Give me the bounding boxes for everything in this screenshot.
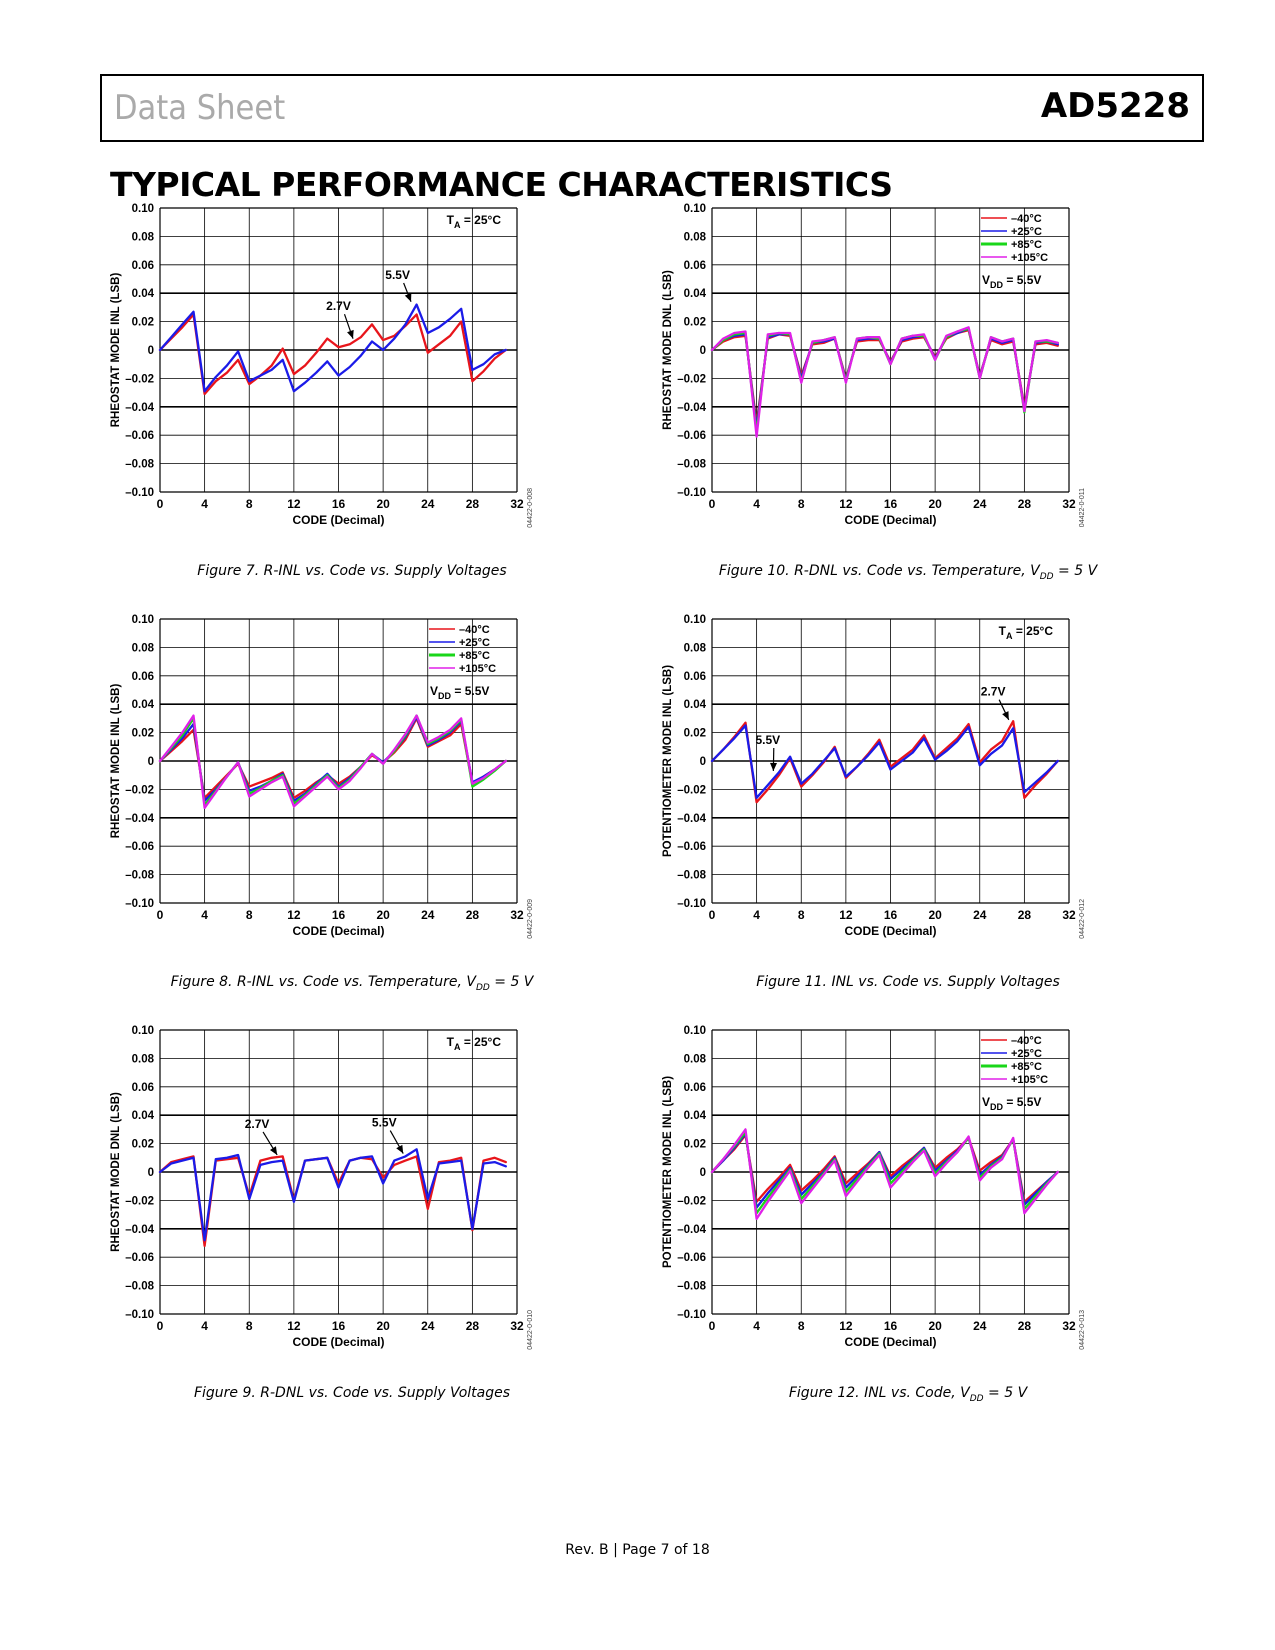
x-tick-label: 16 — [883, 497, 898, 511]
y-tick-label: 0 — [147, 1167, 154, 1179]
y-tick-label: –0.08 — [125, 458, 154, 471]
header-part-number: AD5228 — [1040, 86, 1190, 126]
annotation-label: 2.7V — [326, 299, 351, 314]
x-tick-label: 0 — [156, 908, 164, 922]
y-tick-label: –0.04 — [677, 1223, 706, 1236]
caption-fig10-post: = 5 V — [1053, 563, 1098, 579]
y-tick-label: –0.08 — [677, 458, 706, 471]
x-tick-label: 8 — [245, 1319, 253, 1333]
caption-fig12-sub: DD — [969, 1393, 984, 1404]
legend-label: +105°C — [459, 663, 497, 675]
caption-fig12-text: Figure 12. INL vs. Code, V — [788, 1385, 970, 1401]
y-tick-label: 0.04 — [683, 699, 706, 712]
x-tick-label: 12 — [287, 497, 301, 511]
y-axis-label: RHEOSTAT MODE DNL (LSB) — [662, 270, 674, 430]
x-tick-label: 32 — [1062, 1319, 1076, 1333]
legend-label: +105°C — [1011, 1074, 1049, 1086]
series-line-magenta — [712, 1129, 1058, 1219]
chart-svg-fig10 — [657, 200, 1217, 545]
chart-svg-fig11 — [657, 611, 1217, 956]
x-tick-label: 12 — [839, 908, 853, 922]
page-footer: Rev. B | Page 7 of 18 — [565, 1542, 710, 1558]
y-tick-label: –0.04 — [677, 401, 706, 414]
y-tick-label: –0.02 — [125, 373, 154, 386]
y-tick-label: 0 — [147, 345, 154, 357]
x-tick-label: 12 — [839, 497, 853, 511]
legend-label: +25°C — [459, 637, 491, 649]
x-tick-label: 20 — [928, 497, 942, 511]
caption-fig8-sub: DD — [475, 982, 490, 993]
x-tick-label: 24 — [973, 497, 987, 511]
y-axis-label: RHEOSTAT MODE INL (LSB) — [110, 272, 122, 428]
series-line-blue — [160, 717, 506, 801]
caption-fig10 — [628, 563, 1188, 582]
y-tick-label: 0.06 — [131, 259, 154, 272]
y-tick-label: 0.06 — [131, 1081, 154, 1094]
y-tick-label: 0.04 — [131, 288, 154, 301]
x-tick-label: 4 — [201, 908, 208, 922]
x-tick-label: 16 — [331, 1319, 346, 1333]
caption-fig8-text: Figure 8. R-INL vs. Code vs. Temperature, V — [170, 974, 476, 990]
annotation-arrowhead — [347, 330, 354, 339]
x-tick-label: 4 — [753, 1319, 760, 1333]
x-tick-label: 32 — [510, 1319, 524, 1333]
x-tick-label: 8 — [245, 497, 253, 511]
x-tick-label: 12 — [287, 1319, 301, 1333]
caption-fig12-post: = 5 V — [983, 1385, 1028, 1401]
y-tick-label: 0.02 — [131, 727, 154, 740]
x-tick-label: 4 — [753, 908, 760, 922]
annotation-arrowhead — [270, 1146, 277, 1155]
x-tick-label: 28 — [1017, 1319, 1032, 1333]
chart-fig9 — [105, 1022, 665, 1367]
caption-fig11-text: Figure 11. INL vs. Code vs. Supply Voltages — [756, 974, 1060, 990]
figure-code: 04422-0-009 — [527, 899, 534, 939]
legend-note: $V_{DD} = 5.5V$ — [430, 684, 490, 701]
y-tick-label: –0.10 — [677, 898, 706, 910]
y-tick-label: –0.06 — [677, 1252, 706, 1265]
x-tick-label: 24 — [973, 908, 987, 922]
x-tick-label: 16 — [331, 908, 346, 922]
y-axis-label: RHEOSTAT MODE DNL (LSB) — [110, 1092, 122, 1252]
annotation-arrowhead — [405, 293, 412, 302]
x-tick-label: 0 — [156, 1319, 164, 1333]
x-tick-label: 28 — [465, 497, 480, 511]
chart-note: $T_A = 25^\circ C$ — [446, 1035, 501, 1052]
y-tick-label: 0 — [699, 345, 706, 357]
y-tick-label: 0.06 — [131, 670, 154, 683]
legend-note: $V_{DD} = 5.5V$ — [982, 273, 1042, 290]
chart-fig10 — [657, 200, 1217, 545]
header-doc-type: Data Sheet — [114, 88, 286, 128]
y-tick-label: –0.04 — [677, 812, 706, 825]
y-tick-label: –0.02 — [677, 784, 706, 797]
x-tick-label: 4 — [753, 497, 760, 511]
y-tick-label: 0.10 — [683, 203, 706, 215]
x-axis-label: CODE (Decimal) — [844, 1335, 937, 1349]
y-axis-label: RHEOSTAT MODE INL (LSB) — [110, 683, 122, 839]
y-tick-label: 0.08 — [683, 231, 706, 244]
x-tick-label: 24 — [421, 497, 435, 511]
chart-svg-fig8 — [105, 611, 665, 956]
y-tick-label: 0.10 — [131, 614, 154, 626]
x-tick-label: 32 — [510, 497, 524, 511]
x-tick-label: 32 — [1062, 908, 1076, 922]
y-tick-label: –0.02 — [677, 373, 706, 386]
figure-code: 04422-0-012 — [1079, 899, 1086, 939]
y-tick-label: 0.04 — [683, 288, 706, 301]
y-tick-label: 0.02 — [131, 316, 154, 329]
x-tick-label: 28 — [1017, 908, 1032, 922]
y-tick-label: 0.02 — [683, 727, 706, 740]
x-tick-label: 24 — [973, 1319, 987, 1333]
legend-label: –40°C — [1011, 1035, 1042, 1047]
y-tick-label: –0.10 — [125, 898, 154, 910]
y-tick-label: –0.02 — [125, 1195, 154, 1208]
y-tick-label: 0.02 — [131, 1138, 154, 1151]
y-tick-label: 0.06 — [683, 1081, 706, 1094]
y-tick-label: –0.06 — [677, 430, 706, 443]
y-tick-label: –0.06 — [125, 841, 154, 854]
x-tick-label: 32 — [510, 908, 524, 922]
y-tick-label: 0.04 — [131, 699, 154, 712]
legend-label: +105°C — [1011, 252, 1049, 264]
caption-fig11 — [628, 974, 1188, 990]
legend-label: +85°C — [1011, 239, 1043, 251]
x-tick-label: 32 — [1062, 497, 1076, 511]
caption-fig10-text: Figure 10. R-DNL vs. Code vs. Temperature, V — [718, 563, 1040, 579]
legend-label: +85°C — [1011, 1061, 1043, 1073]
x-tick-label: 28 — [1017, 497, 1032, 511]
figure-code: 04422-0-008 — [527, 488, 534, 528]
x-tick-label: 28 — [465, 908, 480, 922]
y-tick-label: 0.08 — [683, 642, 706, 655]
annotation-label: 5.5V — [755, 732, 781, 747]
page-header — [100, 74, 1204, 142]
y-tick-label: 0.10 — [131, 1025, 154, 1037]
y-tick-label: –0.04 — [125, 812, 154, 825]
chart-svg-fig12 — [657, 1022, 1217, 1367]
annotation-label: 5.5V — [371, 1115, 397, 1130]
figure-code: 04422-0-011 — [1079, 488, 1086, 528]
chart-fig7 — [105, 200, 665, 545]
chart-note: $T_A = 25^\circ C$ — [446, 213, 501, 230]
y-tick-label: 0.08 — [683, 1053, 706, 1066]
y-tick-label: 0.06 — [683, 259, 706, 272]
annotation-label: 2.7V — [980, 684, 1006, 699]
y-tick-label: 0.10 — [683, 614, 706, 626]
y-tick-label: 0.02 — [683, 316, 706, 329]
x-axis-label: CODE (Decimal) — [844, 924, 937, 938]
legend-label: +25°C — [1011, 226, 1043, 238]
y-tick-label: 0.08 — [131, 1053, 154, 1066]
x-tick-label: 20 — [376, 497, 390, 511]
y-tick-label: 0.08 — [131, 231, 154, 244]
x-tick-label: 16 — [331, 497, 346, 511]
y-tick-label: –0.10 — [677, 1309, 706, 1321]
x-tick-label: 0 — [156, 497, 164, 511]
y-tick-label: 0 — [699, 756, 706, 768]
y-tick-label: –0.06 — [125, 430, 154, 443]
series-line-red — [160, 718, 506, 798]
y-tick-label: –0.08 — [125, 869, 154, 882]
x-axis-label: CODE (Decimal) — [292, 924, 385, 938]
legend-label: –40°C — [1011, 213, 1042, 225]
y-axis-label: POTENTIOMETER MODE INL (LSB) — [662, 664, 674, 858]
x-tick-label: 20 — [376, 908, 390, 922]
caption-fig9 — [72, 1385, 632, 1401]
y-tick-label: –0.10 — [125, 1309, 154, 1321]
x-axis-label: CODE (Decimal) — [292, 1335, 385, 1349]
x-axis-label: CODE (Decimal) — [844, 513, 937, 527]
y-tick-label: –0.06 — [125, 1252, 154, 1265]
y-tick-label: 0.04 — [683, 1110, 706, 1123]
chart-fig12 — [657, 1022, 1217, 1367]
x-tick-label: 20 — [376, 1319, 390, 1333]
x-tick-label: 8 — [797, 497, 805, 511]
y-axis-label: POTENTIOMETER MODE INL (LSB) — [662, 1075, 674, 1269]
x-tick-label: 8 — [797, 1319, 805, 1333]
x-axis-label: CODE (Decimal) — [292, 513, 385, 527]
caption-fig8 — [72, 974, 632, 993]
x-tick-label: 20 — [928, 908, 942, 922]
legend-label: +25°C — [1011, 1048, 1043, 1060]
legend-label: +85°C — [459, 650, 491, 662]
caption-fig7-text: Figure 7. R-INL vs. Code vs. Supply Voltages — [197, 563, 507, 579]
chart-note: $T_A = 25^\circ C$ — [998, 624, 1053, 641]
chart-fig8 — [105, 611, 665, 956]
y-tick-label: –0.10 — [125, 487, 154, 499]
annotation-arrowhead — [770, 763, 777, 771]
x-tick-label: 28 — [465, 1319, 480, 1333]
x-tick-label: 0 — [708, 1319, 716, 1333]
y-tick-label: 0.02 — [683, 1138, 706, 1151]
y-tick-label: –0.08 — [677, 869, 706, 882]
y-tick-label: –0.02 — [677, 1195, 706, 1208]
y-tick-label: 0.04 — [131, 1110, 154, 1123]
y-tick-label: –0.04 — [125, 401, 154, 414]
caption-fig12 — [628, 1385, 1188, 1404]
x-tick-label: 0 — [708, 497, 716, 511]
annotation-label: 5.5V — [385, 268, 410, 282]
y-tick-label: –0.02 — [125, 784, 154, 797]
annotation-label: 2.7V — [244, 1116, 270, 1131]
caption-fig8-post: = 5 V — [489, 974, 534, 990]
caption-fig10-sub: DD — [1039, 571, 1054, 582]
y-tick-label: 0.10 — [131, 203, 154, 215]
x-tick-label: 16 — [883, 908, 898, 922]
chart-svg-fig7 — [105, 200, 665, 545]
y-tick-label: 0.10 — [683, 1025, 706, 1037]
x-tick-label: 4 — [201, 497, 208, 511]
y-tick-label: 0 — [147, 756, 154, 768]
x-tick-label: 24 — [421, 908, 435, 922]
y-tick-label: –0.04 — [125, 1223, 154, 1236]
y-tick-label: 0 — [699, 1167, 706, 1179]
x-tick-label: 24 — [421, 1319, 435, 1333]
x-tick-label: 4 — [201, 1319, 208, 1333]
y-tick-label: –0.10 — [677, 487, 706, 499]
figure-code: 04422-0-013 — [1079, 1310, 1086, 1350]
caption-fig9-text: Figure 9. R-DNL vs. Code vs. Supply Voltages — [193, 1385, 511, 1401]
y-tick-label: 0.06 — [683, 670, 706, 683]
x-tick-label: 20 — [928, 1319, 942, 1333]
x-tick-label: 0 — [708, 908, 716, 922]
x-tick-label: 16 — [883, 1319, 898, 1333]
y-tick-label: –0.08 — [677, 1280, 706, 1293]
legend-note: $V_{DD} = 5.5V$ — [982, 1095, 1042, 1112]
figure-code: 04422-0-010 — [527, 1310, 534, 1350]
chart-fig11 — [657, 611, 1217, 956]
series-line-blue — [160, 1149, 506, 1240]
section-title: TYPICAL PERFORMANCE CHARACTERISTICS — [110, 165, 893, 204]
y-tick-label: –0.08 — [125, 1280, 154, 1293]
chart-svg-fig9 — [105, 1022, 665, 1367]
caption-fig7 — [72, 563, 632, 579]
x-tick-label: 12 — [287, 908, 301, 922]
x-tick-label: 8 — [797, 908, 805, 922]
y-tick-label: 0.08 — [131, 642, 154, 655]
x-tick-label: 12 — [839, 1319, 853, 1333]
legend-label: –40°C — [459, 624, 490, 636]
y-tick-label: –0.06 — [677, 841, 706, 854]
x-tick-label: 8 — [245, 908, 253, 922]
